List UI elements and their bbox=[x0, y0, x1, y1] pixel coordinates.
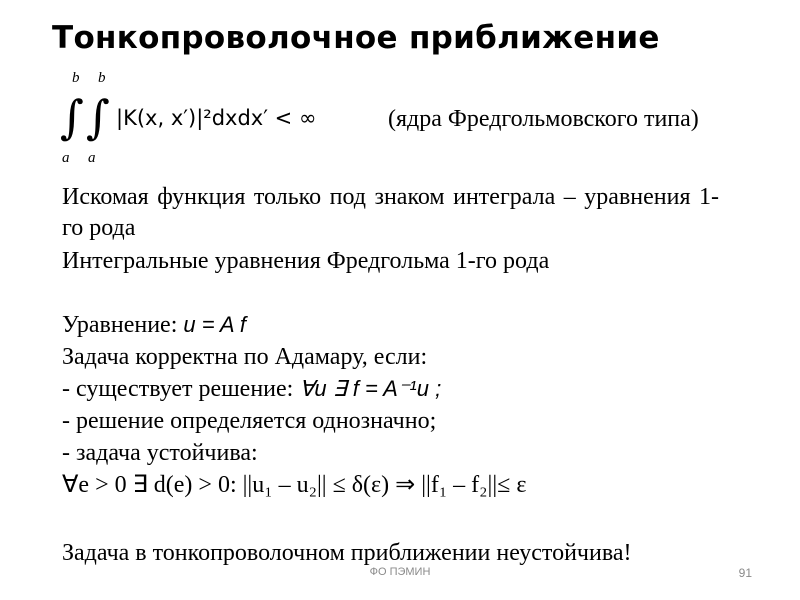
hadamard-condition: Задача корректна по Адамару, если: bbox=[62, 344, 428, 370]
upper-limit-2: b bbox=[98, 70, 106, 86]
footer-label: ФО ПЭМИН bbox=[369, 566, 431, 578]
existence-line bbox=[62, 374, 441, 404]
slide-title: Тонкопроволочное приближение bbox=[52, 20, 660, 56]
lower-limit-2: a bbox=[88, 150, 96, 166]
equation: u = A f bbox=[183, 312, 246, 337]
upper-limit-1: b bbox=[72, 70, 80, 86]
conclusion-line: Задача в тонкопроволочном приближении неустойчива! bbox=[62, 540, 632, 566]
stability-line: - задача устойчива: bbox=[62, 440, 258, 466]
page-number: 91 bbox=[738, 566, 752, 580]
lower-limit-1: a bbox=[62, 150, 70, 166]
uniqueness-line: - решение определяется однозначно; bbox=[62, 408, 437, 434]
existence-formula: ∀u ∃ f = A⁻¹u ; bbox=[299, 376, 442, 401]
integral-sign-1: ∫ bbox=[60, 90, 84, 144]
fredholm-kernel-note: (ядра Фредгольмовского типа) bbox=[388, 106, 699, 132]
integrand: |K(x, x′)|²dxdx′ < ∞ bbox=[116, 106, 317, 130]
equation-label: Уравнение: bbox=[62, 312, 184, 338]
stability-formula: ∀e > 0 ∃ d(e) > 0: ||u₁ – u₂|| ≤ δ(ε) ⇒ ||f₁ – f₂||≤ ε bbox=[62, 472, 527, 498]
existence-label: - существует решение: bbox=[62, 376, 300, 402]
paragraph-first-kind: Искомая функция только под знаком интеграла – уравнения 1-го рода bbox=[62, 184, 719, 241]
equation-line bbox=[62, 310, 246, 340]
paragraph-fredholm: Интегральные уравнения Фредгольма 1-го рода bbox=[62, 248, 550, 274]
integral-sign-2: ∫ bbox=[86, 90, 110, 144]
